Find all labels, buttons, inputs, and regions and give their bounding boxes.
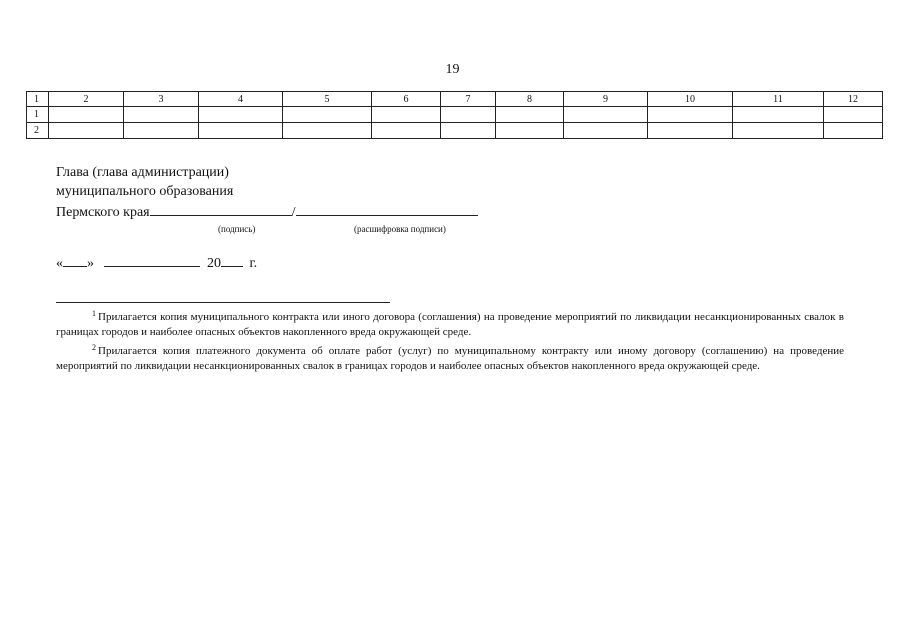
signature-block	[56, 163, 478, 234]
footnote-marker: 1	[92, 309, 96, 318]
table-cell	[49, 123, 124, 139]
table-row	[27, 107, 883, 123]
table-cell	[283, 107, 372, 123]
row-number: 1	[27, 107, 49, 123]
column-header: 12	[824, 92, 883, 107]
signatory-title-line-3	[56, 201, 478, 222]
table-cell	[199, 123, 283, 139]
footnote-text: Прилагается копия муниципального контракта или иного договора (соглашения) на проведение мероприятий по ликвидации несанкционированных свалок в границах городов и наиболее опасных объектов накопленного вреда окружающей среде.	[56, 311, 844, 338]
table-cell	[496, 107, 564, 123]
table-cell	[372, 123, 441, 139]
year-field[interactable]	[221, 253, 243, 267]
column-header: 3	[124, 92, 199, 107]
column-header: 4	[199, 92, 283, 107]
table-cell	[733, 123, 824, 139]
column-header: 10	[648, 92, 733, 107]
signature-captions	[56, 222, 478, 234]
table-cell	[648, 107, 733, 123]
table-cell	[124, 123, 199, 139]
page-number: 19	[445, 62, 460, 77]
date-line	[56, 253, 257, 272]
table-cell	[564, 107, 648, 123]
footnote-1	[56, 306, 844, 340]
footnotes	[56, 306, 844, 374]
table-header-row	[27, 92, 883, 107]
data-table	[26, 91, 883, 139]
table-cell	[441, 107, 496, 123]
column-header: 6	[372, 92, 441, 107]
footnote-marker: 2	[92, 343, 96, 352]
column-header: 11	[733, 92, 824, 107]
day-field[interactable]	[63, 253, 87, 267]
column-header: 1	[27, 92, 49, 107]
open-quote: «	[56, 256, 63, 271]
table-cell	[824, 123, 883, 139]
signature-field[interactable]	[150, 201, 292, 216]
table-cell	[564, 123, 648, 139]
caption-signature-decode: (расшифровка подписи)	[354, 224, 446, 234]
month-field[interactable]	[104, 253, 200, 267]
year-suffix: г.	[249, 256, 258, 271]
table-cell	[372, 107, 441, 123]
table-cell	[199, 107, 283, 123]
table-cell	[648, 123, 733, 139]
signature-decode-field[interactable]	[296, 201, 478, 216]
table-cell	[824, 107, 883, 123]
table-cell	[124, 107, 199, 123]
signatory-title-line-2: муниципального образования	[56, 184, 234, 199]
table-row	[27, 123, 883, 139]
slash-separator: /	[291, 205, 296, 220]
footnote-separator	[56, 302, 390, 303]
footnote-text: Прилагается копия платежного документа об оплате работ (услуг) по муниципальному контракту или иному договору (соглашению) на проведение мероприятий по ликвидации несанкционированных свалок в границах городов и наиболее опасных объектов накопленного вреда окружающей среде.	[56, 345, 844, 372]
signatory-title-line-1: Глава (глава администрации)	[56, 165, 229, 180]
footnote-2	[56, 340, 844, 374]
column-header: 7	[441, 92, 496, 107]
table-cell	[733, 107, 824, 123]
column-header: 2	[49, 92, 124, 107]
column-header: 9	[564, 92, 648, 107]
column-header: 5	[283, 92, 372, 107]
table-cell	[49, 107, 124, 123]
year-prefix: 20	[207, 256, 221, 271]
table-cell	[496, 123, 564, 139]
close-quote: »	[87, 256, 94, 271]
table-cell	[441, 123, 496, 139]
region-label: Пермского края	[56, 205, 150, 220]
caption-signature: (подпись)	[218, 224, 256, 234]
column-header: 8	[496, 92, 564, 107]
table-cell	[283, 123, 372, 139]
row-number: 2	[27, 123, 49, 139]
